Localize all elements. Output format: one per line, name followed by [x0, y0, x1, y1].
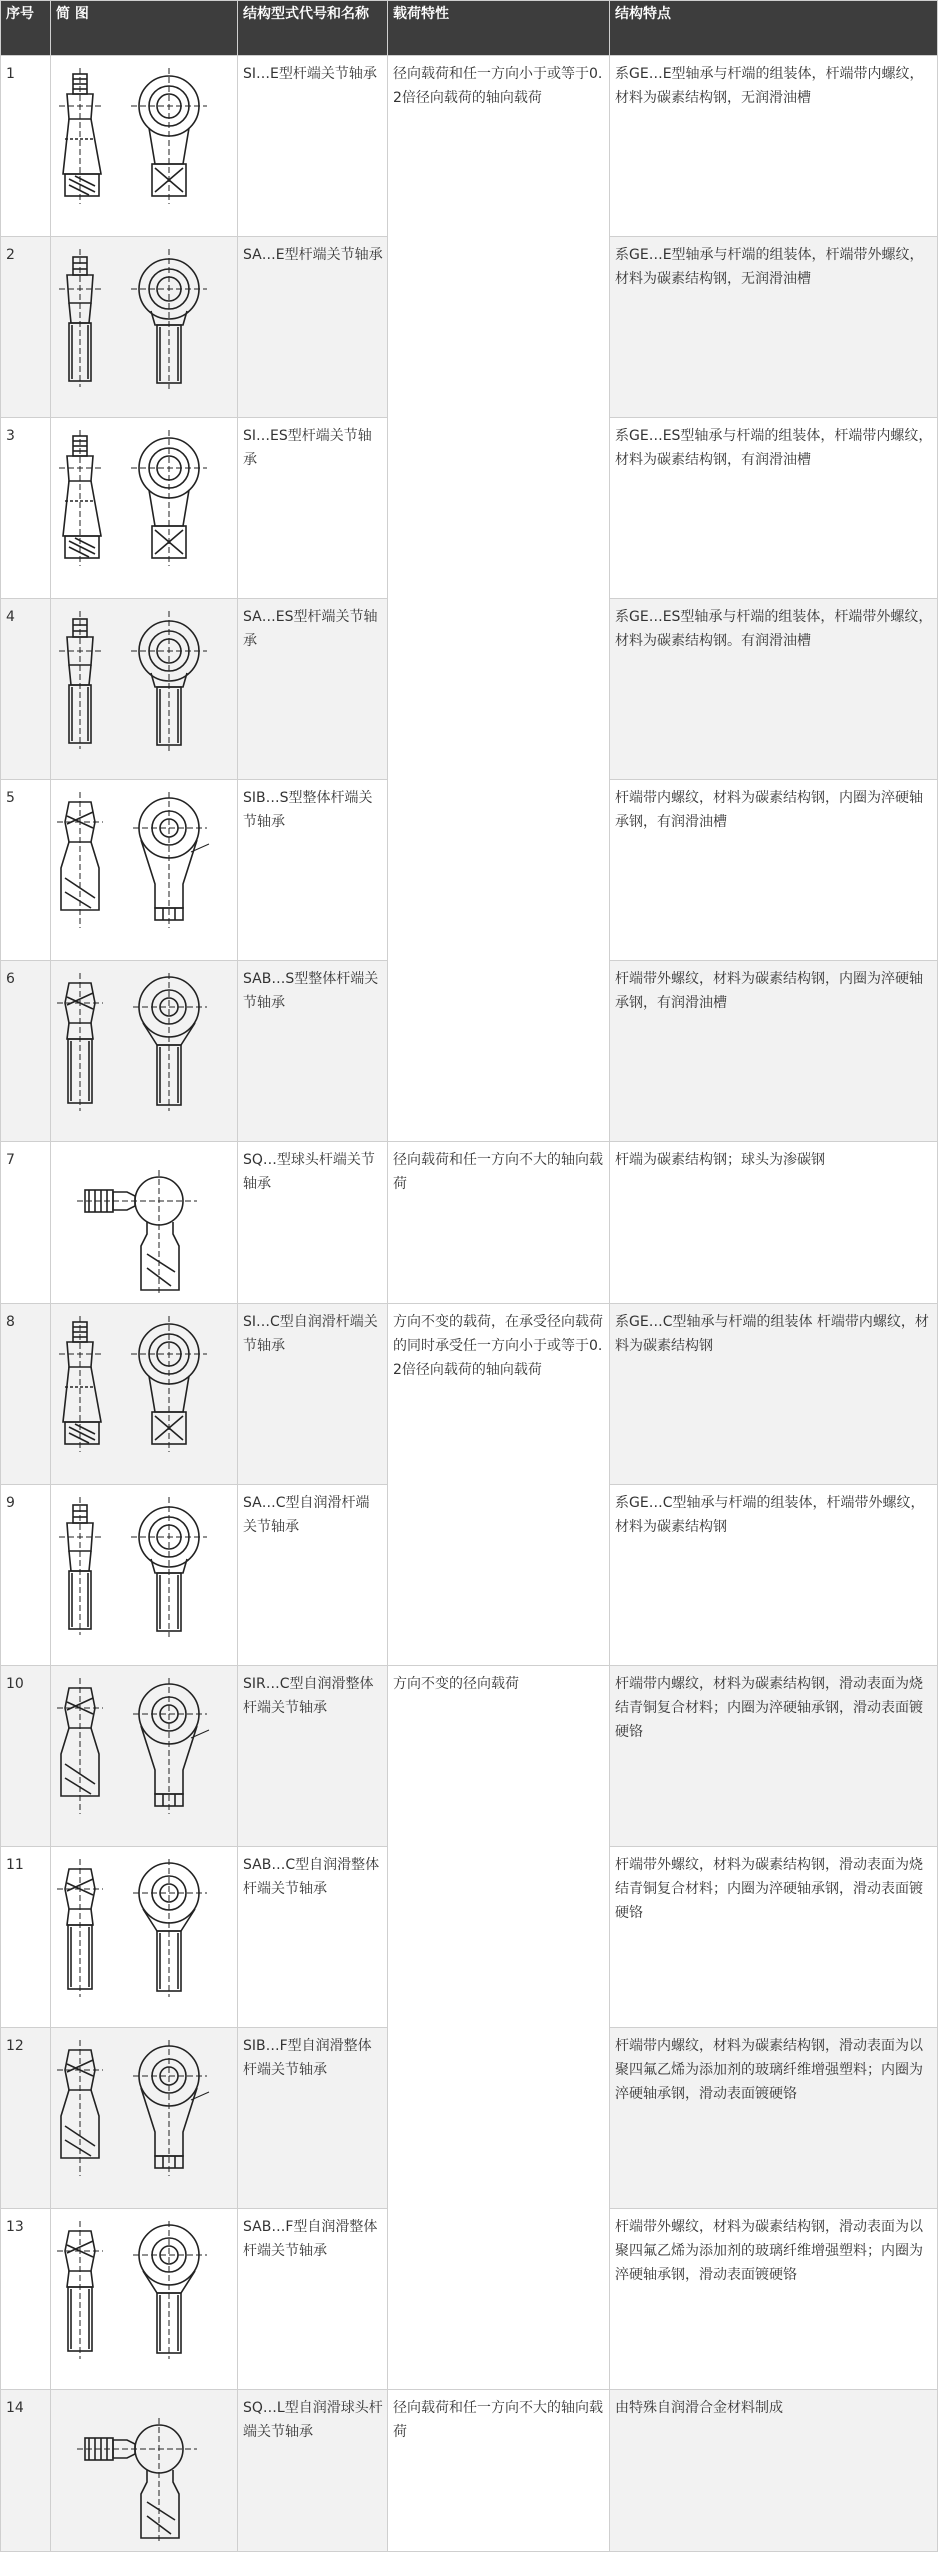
row-number: 4 [1, 599, 51, 780]
row-number: 5 [1, 780, 51, 961]
table-row [1, 2390, 938, 2552]
row-number: 12 [1, 2028, 51, 2209]
row-model: SA…E型杆端关节轴承 [238, 237, 388, 418]
row-feature: 系GE…ES型轴承与杆端的组装体，杆端带内螺纹，材料为碳素结构钢，有润滑油槽 [610, 418, 938, 599]
row-feature: 杆端带内螺纹，材料为碳素结构钢，滑动表面为烧结青铜复合材料；内圈为淬硬轴承钢，滑动表面镀硬铬 [610, 1666, 938, 1847]
row-figure [51, 2209, 238, 2390]
row-number: 8 [1, 1304, 51, 1485]
row-figure [51, 2028, 238, 2209]
row-number: 10 [1, 1666, 51, 1847]
row-model: SA…ES型杆端关节轴承 [238, 599, 388, 780]
load-characteristics: 方向不变的载荷，在承受径向载荷的同时承受任一方向小于或等于0.2倍径向载荷的轴向载荷 [388, 1304, 610, 1666]
row-number: 14 [1, 2390, 51, 2552]
row-model: SIR…C型自润滑整体杆端关节轴承 [238, 1666, 388, 1847]
row-model: SAB…F型自润滑整体杆端关节轴承 [238, 2209, 388, 2390]
row-number: 3 [1, 418, 51, 599]
row-model: SIB…S型整体杆端关节轴承 [238, 780, 388, 961]
row-model: SI…C型自润滑杆端关节轴承 [238, 1304, 388, 1485]
row-figure [51, 237, 238, 418]
integral-rod-end-internal-thread-icon [51, 2028, 237, 2186]
ball-joint-rod-end-icon [51, 1142, 237, 1300]
row-number: 2 [1, 237, 51, 418]
row-feature: 由特殊自润滑合金材料制成 [610, 2390, 938, 2552]
integral-rod-end-internal-thread-icon [51, 780, 237, 938]
row-figure [51, 1304, 238, 1485]
row-figure [51, 56, 238, 237]
row-feature: 系GE…ES型轴承与杆端的组装体，杆端带外螺纹，材料为碳素结构钢。有润滑油槽 [610, 599, 938, 780]
row-feature: 杆端带外螺纹，材料为碳素结构钢，滑动表面为以聚四氟乙烯为添加剂的玻璃纤维增强塑料；内圈为淬硬轴承钢，滑动表面镀硬铬 [610, 2209, 938, 2390]
row-figure [51, 599, 238, 780]
load-characteristics: 方向不变的径向载荷 [388, 1666, 610, 2390]
row-model: SAB…S型整体杆端关节轴承 [238, 961, 388, 1142]
table-header-row [1, 1, 938, 56]
row-feature: 系GE…C型轴承与杆端的组装体 杆端带内螺纹，材料为碳素结构钢 [610, 1304, 938, 1485]
table-row [1, 1142, 938, 1304]
row-model: SI…E型杆端关节轴承 [238, 56, 388, 237]
load-characteristics: 径向载荷和任一方向小于或等于0.2倍径向载荷的轴向载荷 [388, 56, 610, 1142]
row-number: 11 [1, 1847, 51, 2028]
row-feature: 杆端带外螺纹，材料为碳素结构钢，内圈为淬硬轴承钢，有润滑油槽 [610, 961, 938, 1142]
row-figure [51, 961, 238, 1142]
row-model: SA…C型自润滑杆端关节轴承 [238, 1485, 388, 1666]
row-number: 7 [1, 1142, 51, 1304]
row-figure [51, 418, 238, 599]
row-model: SI…ES型杆端关节轴承 [238, 418, 388, 599]
rod-end-bearing-internal-thread-icon [51, 418, 237, 576]
row-figure [51, 1666, 238, 1847]
header-load: 载荷特性 [388, 1, 610, 56]
integral-rod-end-external-thread-icon [51, 2209, 237, 2367]
row-model: SQ…L型自润滑球头杆端关节轴承 [238, 2390, 388, 2552]
header-no: 序号 [1, 1, 51, 56]
row-model: SIB…F型自润滑整体杆端关节轴承 [238, 2028, 388, 2209]
row-number: 9 [1, 1485, 51, 1666]
row-feature: 系GE…E型轴承与杆端的组装体，杆端带外螺纹，材料为碳素结构钢，无润滑油槽 [610, 237, 938, 418]
integral-rod-end-external-thread-icon [51, 1847, 237, 2005]
row-number: 13 [1, 2209, 51, 2390]
header-figure: 简 图 [51, 1, 238, 56]
rod-end-bearing-external-thread-icon [51, 237, 237, 395]
table-row [1, 1666, 938, 1847]
row-figure [51, 1847, 238, 2028]
rod-end-bearing-internal-thread-icon [51, 56, 237, 214]
row-figure [51, 780, 238, 961]
row-number: 6 [1, 961, 51, 1142]
rod-end-bearing-external-thread-icon [51, 599, 237, 757]
row-model: SAB…C型自润滑整体杆端关节轴承 [238, 1847, 388, 2028]
header-model: 结构型式代号和名称 [238, 1, 388, 56]
ball-joint-rod-end-icon [51, 2390, 237, 2548]
row-model: SQ…型球头杆端关节轴承 [238, 1142, 388, 1304]
integral-rod-end-internal-thread-icon [51, 1666, 237, 1824]
integral-rod-end-external-thread-icon [51, 961, 237, 1119]
rod-end-bearing-external-thread-icon [51, 1485, 237, 1643]
table-row [1, 1304, 938, 1485]
header-feature: 结构特点 [610, 1, 938, 56]
row-feature: 杆端带内螺纹，材料为碳素结构钢，内圈为淬硬轴承钢，有润滑油槽 [610, 780, 938, 961]
row-feature: 系GE…E型轴承与杆端的组装体，杆端带内螺纹，材料为碳素结构钢，无润滑油槽 [610, 56, 938, 237]
row-figure [51, 1485, 238, 1666]
row-number: 1 [1, 56, 51, 237]
row-feature: 杆端为碳素结构钢；球头为渗碳钢 [610, 1142, 938, 1304]
row-feature: 系GE…C型轴承与杆端的组装体，杆端带外螺纹，材料为碳素结构钢 [610, 1485, 938, 1666]
row-figure [51, 2390, 238, 2552]
row-feature: 杆端带内螺纹，材料为碳素结构钢，滑动表面为以聚四氟乙烯为添加剂的玻璃纤维增强塑料；内圈为淬硬轴承钢，滑动表面镀硬铬 [610, 2028, 938, 2209]
row-feature: 杆端带外螺纹，材料为碳素结构钢，滑动表面为烧结青铜复合材料；内圈为淬硬轴承钢，滑动表面镀硬铬 [610, 1847, 938, 2028]
rod-end-bearing-internal-thread-icon [51, 1304, 237, 1462]
row-figure [51, 1142, 238, 1304]
load-characteristics: 径向载荷和任一方向不大的轴向载荷 [388, 2390, 610, 2552]
table-row [1, 56, 938, 237]
load-characteristics: 径向载荷和任一方向不大的轴向载荷 [388, 1142, 610, 1304]
